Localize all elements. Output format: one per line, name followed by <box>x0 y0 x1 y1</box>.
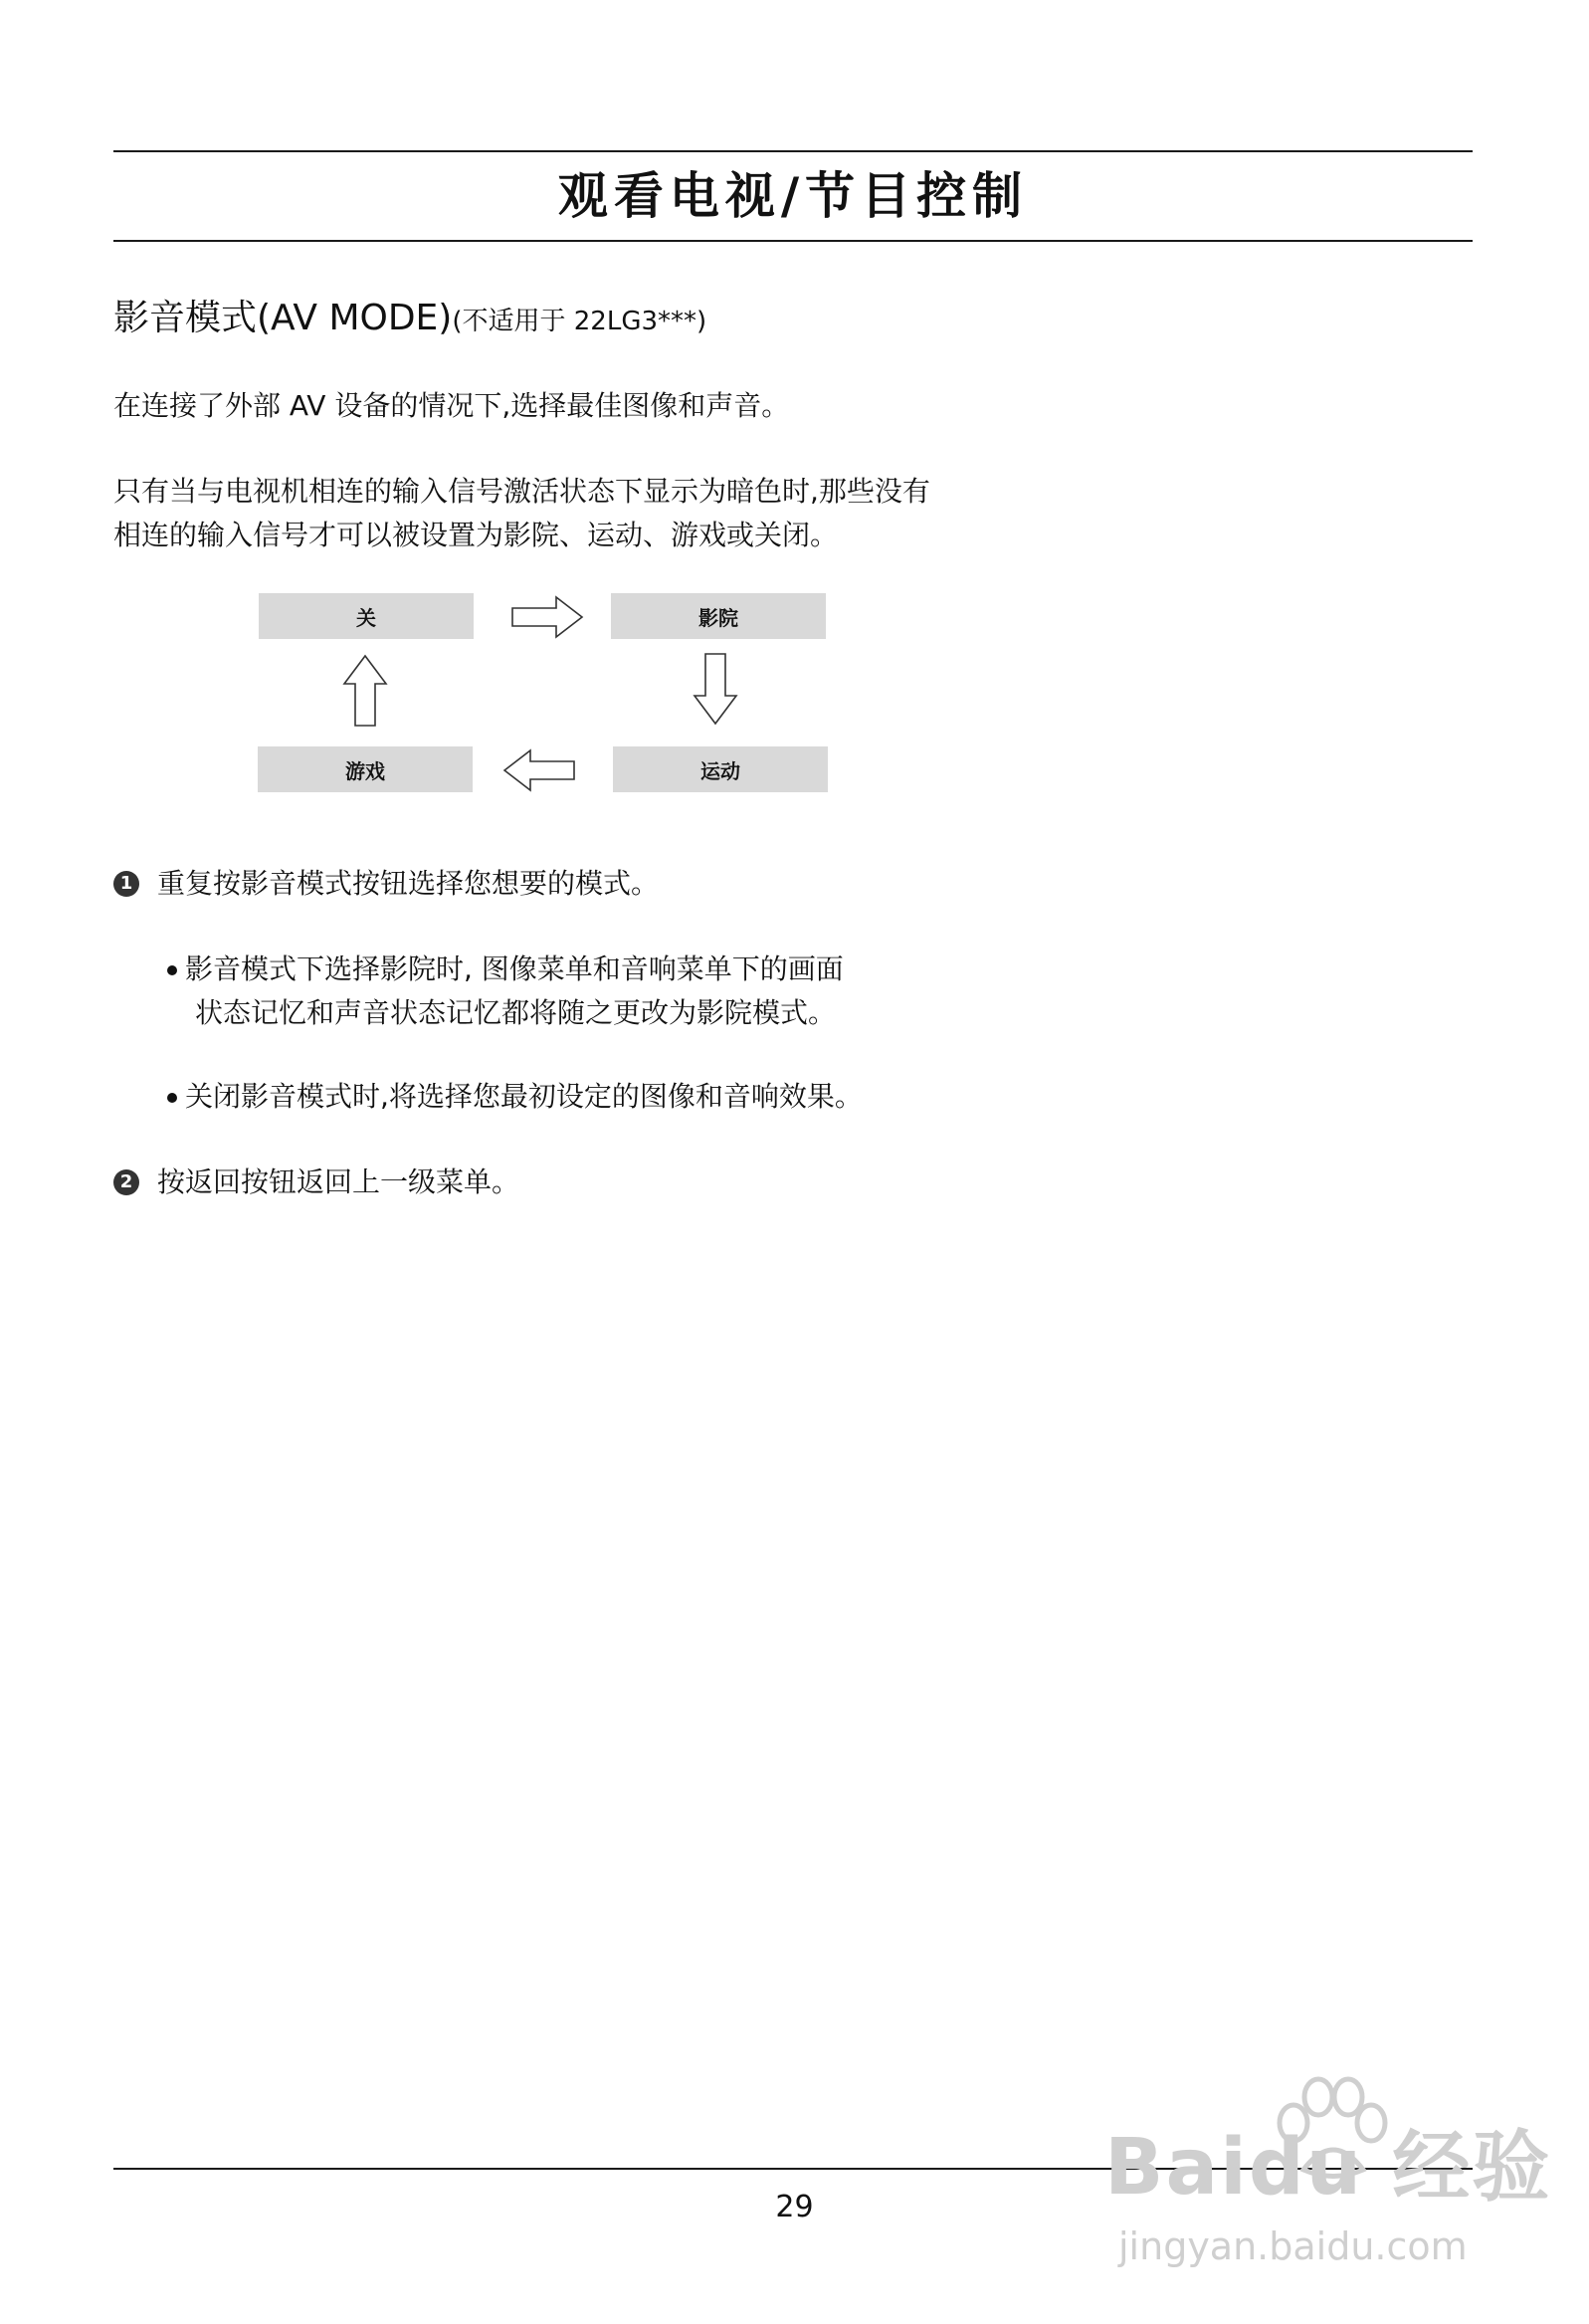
page-number: 29 <box>775 2190 814 2224</box>
bullet-1-line-1: 影音模式下选择影院时, 图像菜单和音响菜单下的画面 <box>185 952 844 985</box>
mode-box-sport: 运动 <box>613 746 828 792</box>
bullet-1 <box>167 948 844 1035</box>
description-line-1: 只有当与电视机相连的输入信号激活状态下显示为暗色时,那些没有 <box>113 475 930 508</box>
bullet-2 <box>167 1075 863 1119</box>
top-rule <box>113 150 1473 152</box>
title-underline <box>113 240 1473 242</box>
arrow-up-icon <box>342 654 388 728</box>
arrow-left-icon <box>502 748 576 792</box>
intro-text: 在连接了外部 AV 设备的情况下,选择最佳图像和声音。 <box>113 389 790 422</box>
bullet-dot-icon <box>167 1093 177 1103</box>
arrow-down-icon <box>693 652 738 726</box>
step-2-text: 按返回按钮返回上一级菜单。 <box>157 1165 520 1198</box>
step-1 <box>113 862 659 906</box>
mode-box-off: 关 <box>259 593 474 639</box>
watermark-url: jingyan.baidu.com <box>1118 2224 1468 2268</box>
page-title: 观看电视/节目控制 <box>557 167 1029 225</box>
bullet-2-text: 关闭影音模式时,将选择您最初设定的图像和音响效果。 <box>185 1080 863 1113</box>
arrow-right-icon <box>510 595 584 639</box>
section-heading-note: (不适用于 22LG3***) <box>452 307 707 336</box>
bullet-1-line-2: 状态记忆和声音状态记忆都将随之更改为影院模式。 <box>195 996 837 1029</box>
section-heading-main: 影音模式(AV MODE) <box>113 298 453 338</box>
step-1-number: 1 <box>113 871 139 897</box>
step-2-number: 2 <box>113 1169 139 1195</box>
mode-box-game: 游戏 <box>258 746 473 792</box>
watermark-logo: Baidu 经验 <box>1104 2123 1552 2213</box>
bullet-dot-icon <box>167 965 177 975</box>
mode-box-cinema: 影院 <box>611 593 826 639</box>
step-1-text: 重复按影音模式按钮选择您想要的模式。 <box>157 867 660 900</box>
watermark <box>1104 2075 1552 2314</box>
section-heading <box>113 294 706 346</box>
description-line-2: 相连的输入信号才可以被设置为影院、运动、游戏或关闭。 <box>113 519 839 551</box>
step-2 <box>113 1161 519 1204</box>
